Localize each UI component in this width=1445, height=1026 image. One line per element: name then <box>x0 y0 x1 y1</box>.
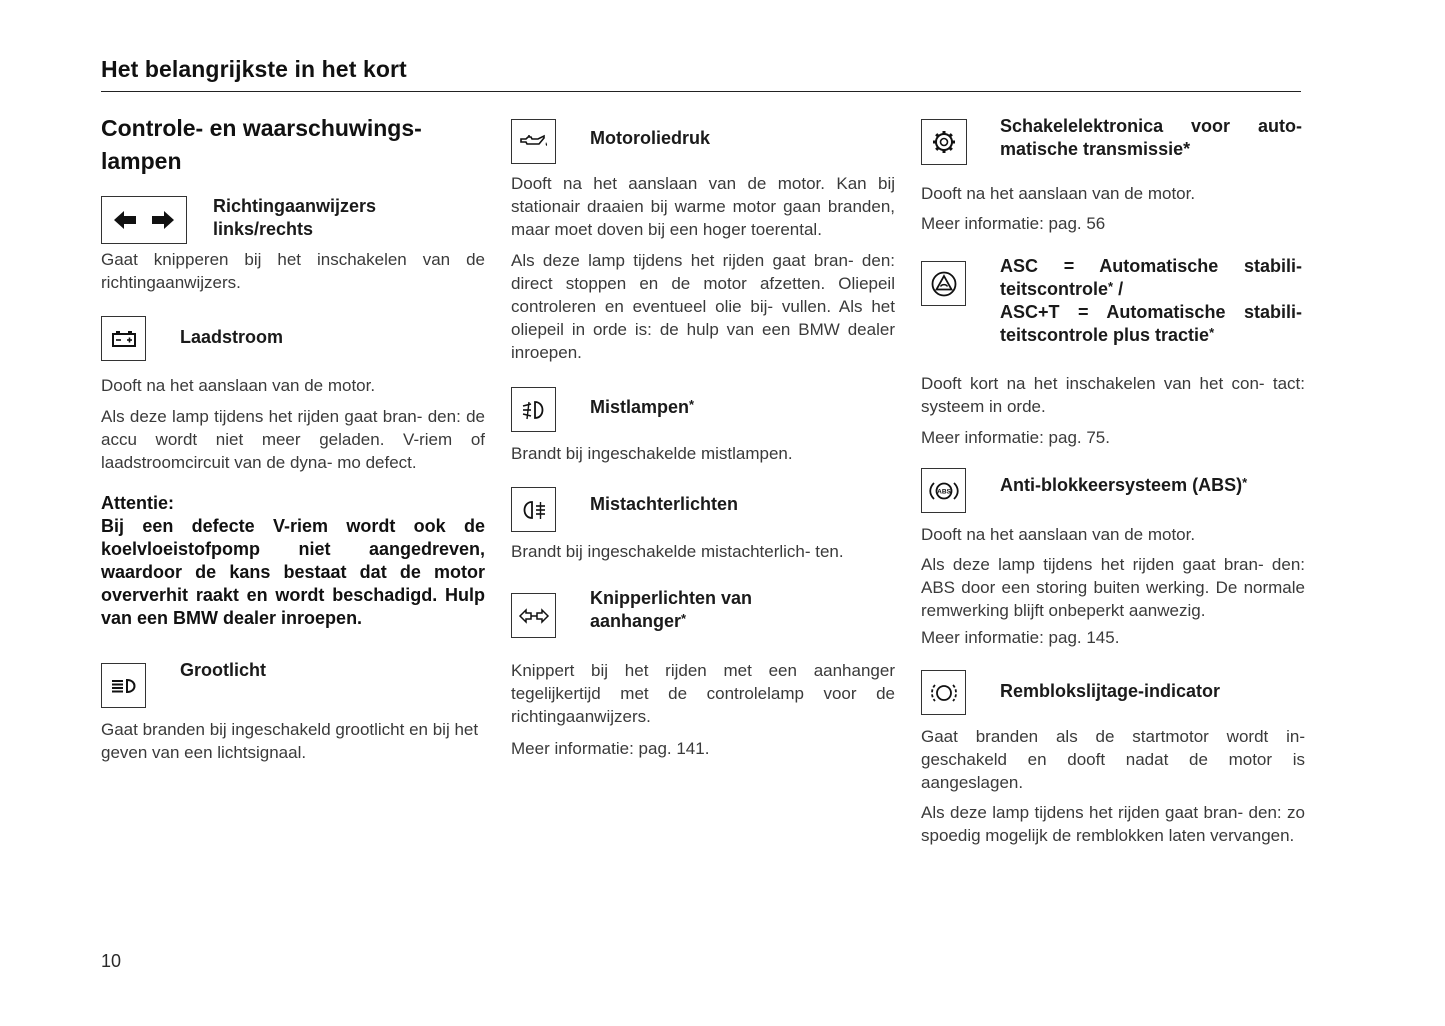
gear-icon <box>921 119 967 165</box>
oil-pressure-icon <box>511 119 556 164</box>
lamp-title: Grootlicht <box>180 660 266 680</box>
lamp-description: Dooft na het aanslaan van de motor. Kan bij stationair draaien bij warme motor gaan branden, maar moet doven bij een hoger toerental. <box>511 174 895 239</box>
attention-text: Bij een defecte V-riem wordt ook de koelvloeistofpomp niet aangedreven, waardoor de kans bestaat dat de motor oververhit raakt en wordt beschadigd. Hulp van een BMW dealer inroepen. <box>101 516 485 628</box>
lamp-title: ASC = Automatische stabili- teitscontrole* / ASC+T = Automatische stabili- teitscontrole plus tractie* <box>1000 256 1302 345</box>
asc-icon <box>921 261 966 306</box>
lamp-entry-asc <box>921 255 1305 365</box>
lamp-description: Gaat branden bij ingeschakeld grootlicht en bij het geven van een lichtsignaal. <box>101 720 479 762</box>
lamp-title: Laadstroom <box>180 327 284 347</box>
lamp-description: Als deze lamp tijdens het rijden gaat bran- den: de accu wordt niet meer geladen. V-riem of laadstroomcircuit van de dyna- mo defect. <box>101 407 485 472</box>
header-divider <box>101 91 1301 92</box>
lamp-title: Mistlampen* <box>590 397 695 417</box>
column-right <box>921 112 1305 847</box>
lamp-entry-mistlampen <box>511 387 895 445</box>
battery-icon <box>101 316 146 361</box>
section-title: Controle- en waarschuwings- lampen <box>101 115 422 174</box>
more-info: Meer informatie: pag. 56 <box>921 214 1106 233</box>
lamp-description: Als deze lamp tijdens het rijden gaat bran- den: ABS door een storing buiten werking. De normale remwerking blijft onbeperkt aanwezig. <box>921 555 1305 620</box>
rear-fog-lamp-icon <box>511 487 556 532</box>
lamp-description: Als deze lamp tijdens het rijden gaat bran- den: zo spoedig mogelijk de remblokken laten vervangen. <box>921 803 1305 845</box>
page-number: 10 <box>101 951 122 971</box>
lamp-description: Dooft kort na het inschakelen van het con- tact: systeem in orde. <box>921 374 1305 416</box>
lamp-description: Brandt bij ingeschakelde mistlampen. <box>511 444 793 463</box>
lamp-entry-richtingaanwijzers <box>101 196 485 250</box>
lamp-description: Knippert bij het rijden met een aanhanger tegelijkertijd met de controlelamp voor de richtingaanwijzers. <box>511 661 895 726</box>
lamp-title: Remblokslijtage-indicator <box>1000 681 1221 701</box>
abs-icon <box>921 468 966 513</box>
column-left <box>101 112 485 764</box>
lamp-entry-knipperlichten-aanhanger <box>511 587 895 659</box>
lamp-description: Als deze lamp tijdens het rijden gaat bran- den: direct stoppen en de motor afzetten. Oliepeil controleren en eventueel olie bij- vullen. Als het oliepeil in orde is: de hulp van een BMW dealer inroepen. <box>511 251 895 362</box>
more-info: Meer informatie: pag. 145. <box>921 628 1120 647</box>
lamp-entry-laadstroom <box>101 316 485 376</box>
lamp-entry-abs <box>921 468 1305 526</box>
lamp-description: Brandt bij ingeschakelde mistachterlich- ten. <box>511 542 844 561</box>
lamp-title: Motoroliedruk <box>590 128 710 148</box>
lamp-title: Anti-blokkeersysteem (ABS)* <box>1000 475 1248 495</box>
lamp-title: Knipperlichten van aanhanger* <box>590 588 753 631</box>
fog-lamp-icon <box>511 387 556 432</box>
lamp-entry-motoroliedruk <box>511 119 895 175</box>
lamp-entry-mistachterlichten <box>511 487 895 545</box>
lamp-description: Dooft na het aanslaan van de motor. <box>921 184 1196 203</box>
lamp-entry-grootlicht <box>101 652 485 708</box>
more-info: Meer informatie: pag. 75. <box>921 428 1110 447</box>
brake-pad-wear-icon <box>921 670 966 715</box>
lamp-title: Schakelelektronica voor auto- matische transmissie* <box>1000 116 1302 159</box>
turn-signal-icon <box>101 196 187 244</box>
attention-label: Attentie: <box>101 493 174 513</box>
lamp-title: Mistachterlichten <box>590 494 739 514</box>
trailer-indicator-icon <box>511 593 556 638</box>
more-info: Meer informatie: pag. 141. <box>511 739 710 758</box>
lamp-description: Gaat knipperen bij het inschakelen van de richtingaanwijzers. <box>101 250 485 292</box>
lamp-description: Gaat branden als de startmotor wordt in- geschakeld en dooft nadat de motor is aangeslagen. <box>921 727 1305 792</box>
column-middle <box>511 112 895 760</box>
lamp-description: Dooft na het aanslaan van de motor. <box>921 525 1196 544</box>
page-header-title: Het belangrijkste in het kort <box>101 56 407 82</box>
lamp-description: Dooft na het aanslaan van de motor. <box>101 376 376 395</box>
lamp-title: Richtingaanwijzers links/rechts <box>213 196 377 239</box>
abs-icon-label: ABS <box>936 488 951 495</box>
lamp-entry-remblokslijtage <box>921 670 1305 725</box>
high-beam-icon <box>101 663 146 708</box>
lamp-entry-schakelelektronica <box>921 112 1305 172</box>
